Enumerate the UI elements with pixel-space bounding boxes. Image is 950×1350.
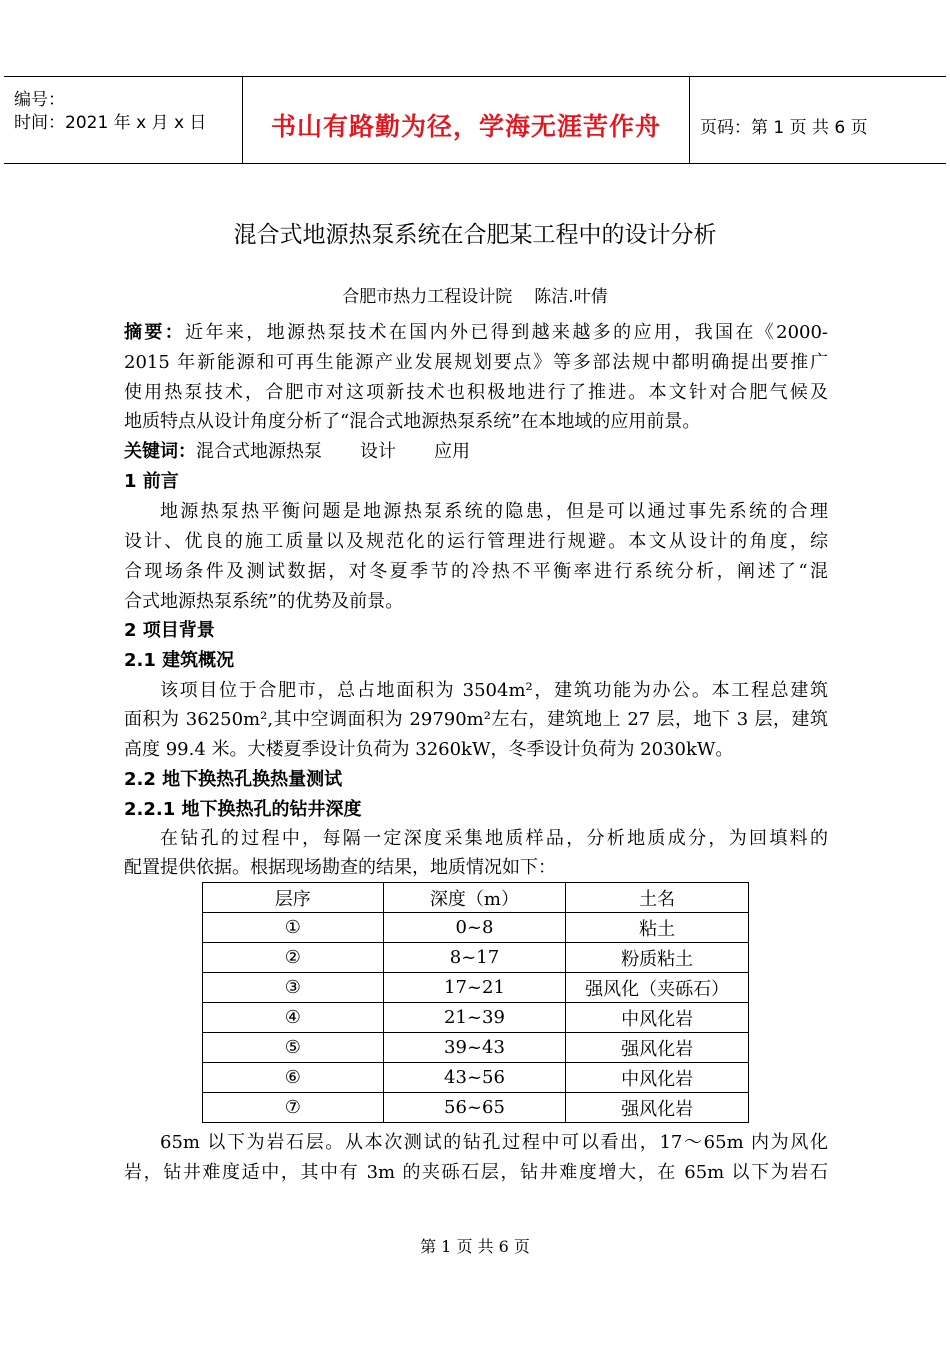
table-cell: 56~65: [383, 1093, 566, 1123]
table-cell: 强风化（夹砾石）: [566, 973, 749, 1003]
motto: 书山有路勤为径，学海无涯苦作舟: [270, 112, 661, 141]
table-cell: ⑤: [203, 1033, 384, 1063]
table-row: [203, 1003, 749, 1033]
table-cell: 0~8: [383, 913, 566, 943]
paragraph-line: 合式地源热泵系统”的优势及前景。: [124, 591, 404, 612]
table-cell: ②: [203, 943, 384, 973]
table-cell: ⑦: [203, 1093, 384, 1123]
author-organization: 合肥市热力工程设计院: [342, 287, 513, 307]
table-cell: 21~39: [383, 1003, 566, 1033]
abstract-label: 摘要：: [124, 322, 186, 343]
paragraph-line: 设计、优良的施工质量以及规范化的运行管理进行规避。本文从设计的角度，综: [124, 531, 828, 552]
paragraph-line: 地源热泵热平衡问题是地源热泵系统的隐患，但是可以通过事先系统的合理: [160, 501, 828, 522]
document-title: 混合式地源热泵系统在合肥某工程中的设计分析: [233, 222, 717, 248]
table-row: [203, 973, 749, 1003]
table-header-row: [203, 883, 749, 913]
table-cell: 39~43: [383, 1033, 566, 1063]
table-cell: 粘土: [566, 913, 749, 943]
header-motto-cell: [243, 77, 690, 163]
table-cell: 17~21: [383, 973, 566, 1003]
column-header: 层序: [203, 883, 384, 913]
table-cell: ⑥: [203, 1063, 384, 1093]
section-heading: 1 前言: [124, 471, 179, 492]
keywords-line: [124, 439, 828, 465]
table-cell: 粉质粘土: [566, 943, 749, 973]
table-cell: ④: [203, 1003, 384, 1033]
paragraph-line: 岩，钻井难度适中，其中有 3m 的夹砾石层，钻井难度增大，在 65m 以下为岩石: [124, 1162, 828, 1183]
header-page-cell: [690, 77, 946, 163]
paragraph-line: 该项目位于合肥市，总占地面积为 3504m²，建筑功能为办公。本工程总建筑: [160, 680, 828, 701]
table-cell: 强风化岩: [566, 1093, 749, 1123]
keywords-label: 关键词：: [124, 441, 196, 462]
page-footer: 第 1 页 共 6 页: [420, 1237, 530, 1256]
abstract-line: 地质特点从设计角度分析了“混合式地源热泵系统”在本地域的应用前景。: [124, 411, 701, 432]
page-number-label: 页码：第 1 页 共 6 页: [700, 118, 868, 138]
subsection-heading: 2.2.1 地下换热孔的钻井深度: [124, 799, 362, 820]
table-cell: ①: [203, 913, 384, 943]
section-heading: 2 项目背景: [124, 620, 215, 641]
table-row: [203, 1063, 749, 1093]
header-meta-cell: [4, 77, 243, 163]
abstract-line: 使用热泵技术，合肥市对这项新技术也积极地进行了推进。本文针对合肥气候及: [124, 382, 828, 403]
table-cell: 中风化岩: [566, 1003, 749, 1033]
table-cell: ③: [203, 973, 384, 1003]
table-row: [203, 913, 749, 943]
subsection-heading: 2.2 地下换热孔换热量测试: [124, 769, 343, 790]
table-cell: 43~56: [383, 1063, 566, 1093]
table-row: [203, 943, 749, 973]
document-header: [4, 76, 946, 164]
paragraph-line: 高度 99.4 米。大楼夏季设计负荷为 3260kW，冬季设计负荷为 2030kW。: [124, 739, 734, 760]
paragraph-line: 合现场条件及测试数据，对冬夏季节的冷热不平衡率进行系统分析，阐述了“混: [124, 561, 828, 582]
keyword: 设计: [360, 441, 396, 462]
keyword: 混合式地源热泵: [196, 441, 322, 462]
paragraph-line: 配置提供依据。根据现场勘查的结果，地质情况如下：: [124, 857, 556, 878]
table-row: [203, 1093, 749, 1123]
document-number-label: 编号：: [14, 90, 65, 110]
table-row: [203, 1033, 749, 1063]
paragraph-line: 面积为 36250m²,其中空调面积为 29790m²左右，建筑地上 27 层，地下 3 层，建筑: [124, 709, 828, 730]
paragraph-line: 65m 以下为岩石层。从本次测试的钻孔过程中可以看出，17～65m 内为风化: [160, 1132, 828, 1153]
column-header: 深度（m）: [383, 883, 566, 913]
paragraph-line: 在钻孔的过程中，每隔一定深度采集地质样品，分析地质成分，为回填料的: [160, 828, 828, 849]
keyword: 应用: [434, 441, 470, 462]
table-cell: 8~17: [383, 943, 566, 973]
table-cell: 强风化岩: [566, 1033, 749, 1063]
geology-table: [202, 882, 749, 1123]
subsection-heading: 2.1 建筑概况: [124, 650, 235, 671]
abstract-line: 2015 年新能源和可再生能源产业发展规划要点》等多部法规中都明确提出要推广: [124, 352, 828, 373]
document-time-label: 时间：2021 年 x 月 x 日: [14, 113, 207, 133]
column-header: 土名: [566, 883, 749, 913]
table-cell: 中风化岩: [566, 1063, 749, 1093]
author-names: 陈洁.叶倩: [534, 287, 608, 307]
abstract-line: 摘要：近年来，地源热泵技术在国内外已得到越来越多的应用，我国在《2000-: [124, 322, 828, 343]
author-line: [0, 282, 950, 307]
